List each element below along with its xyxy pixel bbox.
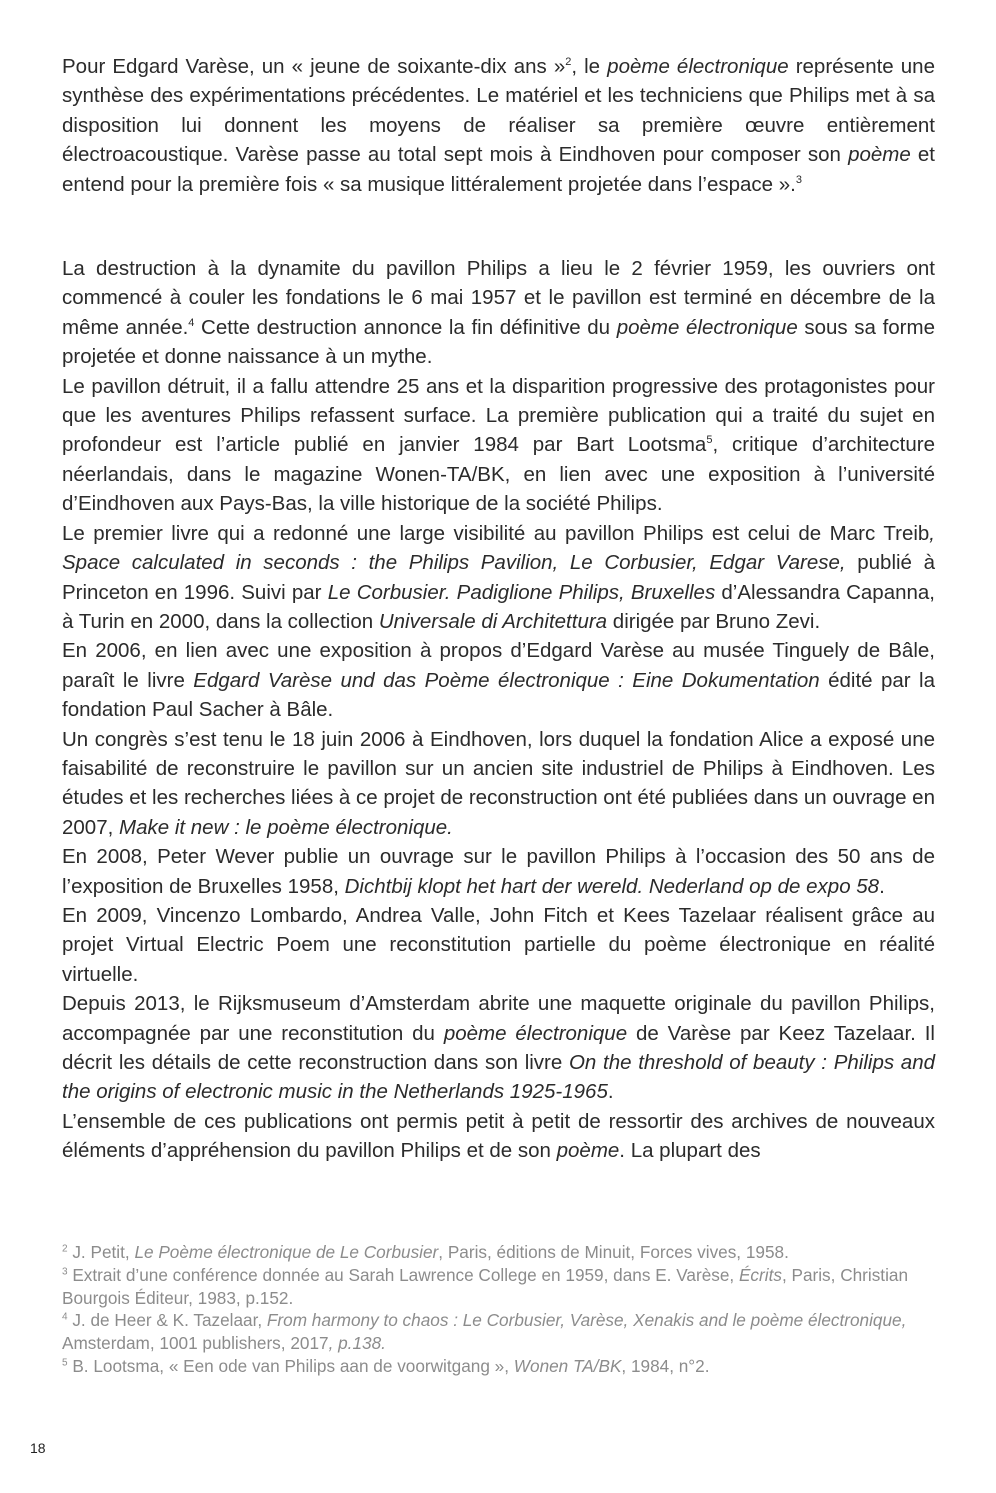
text-run: La destruction à la dynamite du pavillon Philips a lieu le 2 février 1959, les ouvriers ont commencé à couler les fondations le 6 mai 1957 et le pavillon est terminé en décembre de la même année.	[62, 257, 935, 339]
text-run: Cette destruction annonce la fin définitive du	[194, 315, 617, 339]
text-run: Le premier livre qui a redonné une large visibilité au pavillon Philips est celui de Marc Treib	[62, 521, 930, 545]
text-run: En 2008, Peter Wever publie un ouvrage sur le pavillon Philips à l’occasion des 50 ans de l’exposition de Bruxelles 1958,	[62, 845, 935, 898]
paragraph-wever-2008	[62, 842, 935, 901]
text-run: d’Alessandra Capanna, à Turin en 2000, dans la collection	[62, 580, 935, 633]
paragraph-conclusion	[62, 1107, 935, 1166]
text-run: Extrait d’une conférence donnée au Sarah Lawrence College en 1959, dans E. Varèse,	[67, 1264, 739, 1285]
section-gap	[62, 199, 935, 254]
italic-text: poème électronique	[443, 1021, 628, 1045]
footnote-ref: 5	[62, 1357, 68, 1369]
footnote-ref: 4	[188, 317, 195, 330]
italic-text: Le Poème électronique de Le Corbusier	[134, 1242, 439, 1262]
italic-text: Universale di Architettura	[378, 609, 608, 633]
text-run: Un congrès s’est tenu le 18 juin 2006 à Eindhoven, lors duquel la fondation Alice a exposé une faisabilité de reconstruire le pavillon sur un ancien site industriel de Philips à Eindhoven. Les études et les recherches liées à ce projet de reconstruction ont été publiées dans un ouvrage en 2007,	[62, 727, 935, 839]
text-run: . La plupart des	[619, 1139, 761, 1163]
italic-text: Écrits	[738, 1264, 782, 1285]
text-run: publié à Princeton en 1996. Suivi par	[62, 551, 935, 604]
text-run: , le	[571, 55, 608, 78]
footnote-ref: 3	[795, 173, 802, 186]
text-run: et entend pour la première fois « sa musique littéralement projetée dans l’espace ».	[62, 143, 935, 196]
text-run: .	[879, 874, 885, 898]
paragraph-rijksmuseum-2013	[62, 989, 935, 1107]
paragraph-basel-2006	[62, 636, 935, 724]
paragraph-destruction	[62, 254, 935, 372]
body-text	[62, 52, 935, 1166]
text-run: Amsterdam, 1001 publishers, 2017	[62, 1333, 329, 1354]
italic-text: poème	[848, 143, 911, 167]
text-run: L’ensemble de ces publications ont permis petit à petit de ressortir des archives de nouveaux éléments d’appréhension du pavillon Philips et de son	[62, 1109, 935, 1163]
italic-text: Edgard Varèse und das Poème électronique : Eine Dokumentation	[193, 668, 820, 692]
italic-text: On the threshold of beauty : Philips and the origins of electronic music in the Netherlands 1925-1965	[62, 1051, 935, 1104]
text-run: , critique d’architecture néerlandais, dans le magazine Wonen-TA/BK, en lien avec une exposition à l’université d’Eindhoven aux Pays-Bas, la ville historique de la société Philips.	[62, 433, 935, 516]
italic-text: From harmony to chaos : Le Corbusier, Varèse, Xenakis and le poème électronique,	[266, 1310, 907, 1331]
text-run: En 2009, Vincenzo Lombardo, Andrea Valle, John Fitch et Kees Tazelaar réalisent grâce au projet Virtual Electric Poem une reconstitution partielle du poème électronique en réalité virtuelle.	[62, 903, 935, 986]
italic-text: Wonen TA/BK	[513, 1355, 622, 1376]
footnotes	[62, 1241, 935, 1378]
italic-text: poème	[556, 1139, 620, 1163]
italic-text: Le Corbusier. Padiglione Philips, Bruxelles	[327, 580, 716, 604]
footnote-4	[62, 1309, 935, 1355]
footnote-ref: 2	[62, 1243, 68, 1255]
footnote-ref: 2	[565, 56, 572, 69]
footnote-5	[62, 1355, 935, 1378]
text-run: J. de Heer & K. Tazelaar,	[67, 1310, 267, 1331]
italic-text: Make it new : le poème électronique.	[119, 815, 453, 839]
text-run: édité par la fondation Paul Sacher à Bâle.	[62, 668, 936, 722]
italic-text: , p.138.	[328, 1333, 386, 1354]
intro-paragraph	[62, 52, 935, 199]
text-run: sous sa forme projetée et donne naissance à un mythe.	[62, 315, 935, 369]
italic-text: , Space calculated in seconds : the Philips Pavilion, Le Corbusier, Edgar Varese,	[62, 521, 935, 575]
italic-text: poème électronique	[616, 315, 798, 339]
text-run: En 2006, en lien avec une exposition à propos d’Edgard Varèse au musée Tinguely de Bâle, paraît le livre	[62, 639, 935, 692]
text-run: , Paris, éditions de Minuit, Forces vives, 1958.	[438, 1242, 789, 1262]
footnote-ref: 4	[62, 1311, 68, 1323]
text-run: Le pavillon détruit, il a fallu attendre 25 ans et la disparition progressive des protagonistes pour que les aventures Philips refassent surface. La première publication qui a traité du sujet en profondeur est l’article publié en janvier 1984 par Bart Lootsma	[62, 374, 935, 457]
text-run: représente une synthèse des expérimentations précédentes. Le matériel et les techniciens que Philips met à sa disposition lui donnent les moyens de réaliser sa première œuvre entièrement électroacoustique. Varèse passe au total sept mois à Eindhoven pour composer son	[62, 55, 935, 167]
paragraph-treib	[62, 519, 935, 637]
paragraph-congress-2006	[62, 725, 935, 843]
paragraph-virtual-2009	[62, 901, 935, 989]
footnote-3	[62, 1264, 935, 1310]
paragraph-lootsma	[62, 372, 935, 519]
text-run: J. Petit,	[67, 1242, 135, 1262]
page-number: 18	[30, 1440, 46, 1456]
text-run: Pour Edgard Varèse, un « jeune de soixante-dix ans »	[62, 55, 566, 78]
footnote-2	[62, 1241, 935, 1264]
text-run: .	[607, 1080, 614, 1104]
italic-text: poème électronique	[607, 55, 789, 78]
italic-text: Dichtbij klopt het hart der wereld. Nederland op de expo 58	[344, 874, 880, 898]
text-run: dirigée par Bruno Zevi.	[607, 609, 821, 633]
text-run: Depuis 2013, le Rijksmuseum d’Amsterdam abrite une maquette originale du pavillon Philips, accompagnée par une reconstitution du	[62, 992, 935, 1045]
footnote-ref: 5	[706, 434, 713, 447]
text-run: , Paris, Christian Bourgois Éditeur, 1983, p.152.	[62, 1264, 909, 1308]
text-run: B. Lootsma, « Een ode van Philips aan de voorwitgang »,	[67, 1355, 514, 1376]
footnote-ref: 3	[62, 1266, 68, 1278]
text-run: de Varèse par Keez Tazelaar. Il décrit les détails de cette reconstruction dans son livre	[62, 1021, 935, 1074]
text-run: , 1984, n°2.	[621, 1355, 710, 1376]
